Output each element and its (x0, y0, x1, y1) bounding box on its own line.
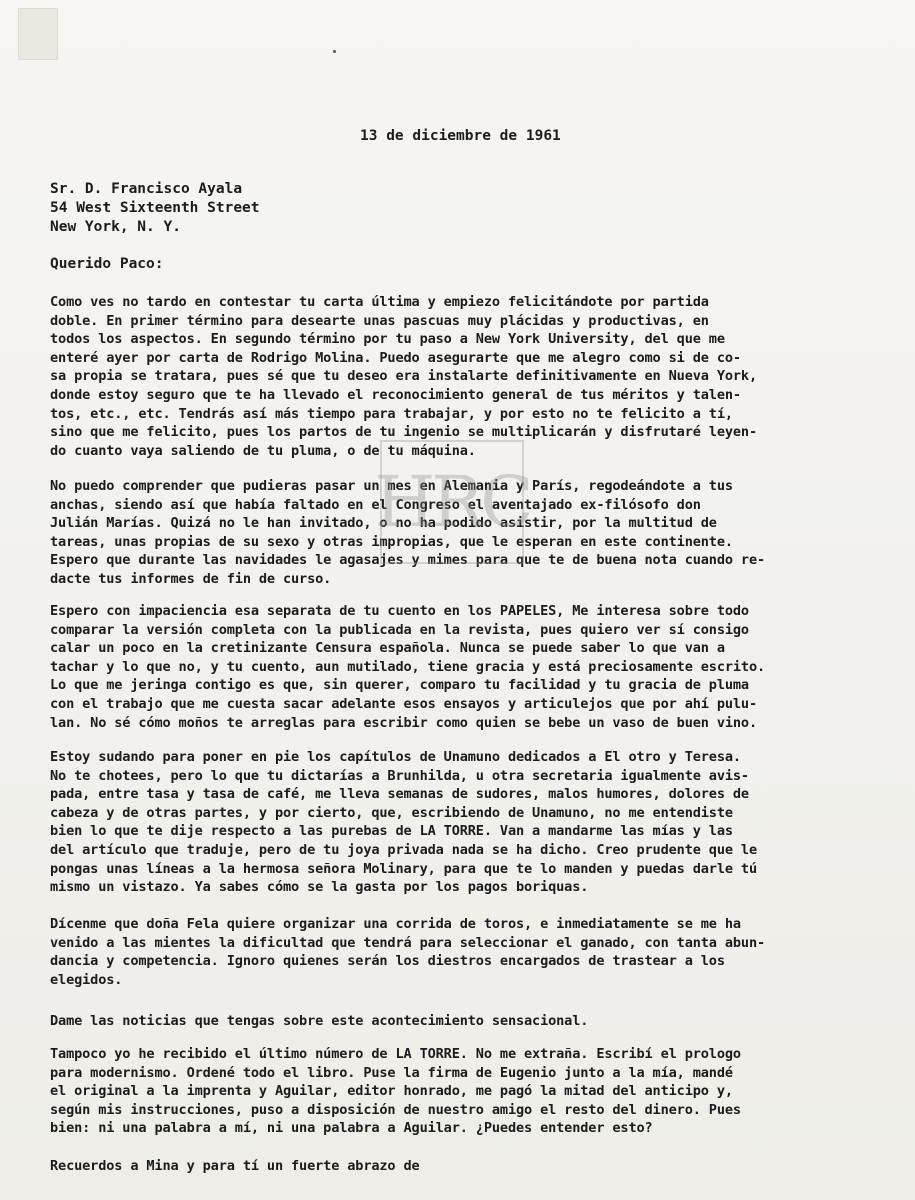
text-line: dacte tus informes de fin de curso. (50, 570, 332, 587)
paragraph-4 (50, 748, 870, 897)
text-line: comparar la versión completa con la publicada en la revista, pues quiero ver sí consigo (50, 621, 749, 638)
text-line: donde estoy seguro que te ha llevado el reconocimiento general de tus méritos y talen- (50, 386, 741, 403)
text-line: Tampoco yo he recibido el último número de LA TORRE. No me extraña. Escribí el prologo (50, 1046, 741, 1062)
text-line: todos los aspectos. En segundo término por tu paso a New York University, del que me (50, 331, 725, 348)
closing (50, 1157, 870, 1176)
text-line: lan. No sé cómo moños te arreglas para escribir como quien se bebe un vaso de buen vino. (50, 714, 758, 731)
text-line: bien lo que te dije respecto a las purebas de LA TORRE. Van a mandarme las mías y las (50, 823, 733, 840)
text-line: sino que me felicito, pues los partos de tu ingenio se multiplicarán y disfrutaré leyen- (50, 424, 758, 441)
text-line: anchas, siendo así que había faltado en el Congreso el aventajado ex-filósofo don (50, 496, 701, 513)
text-line: cabeza y de otras partes, y por cierto, que, escribiendo de Unamuno, no me entendiste (50, 804, 733, 821)
tape-mark (18, 8, 58, 60)
text-line: tachar y lo que no, y tu cuento, aun mutilado, tiene gracia y está preciosamente escrito. (50, 658, 766, 675)
text-line: tareas, unas propias de su sexo y otras impropias, que le esperan en este continente. (50, 533, 733, 550)
text-line: el original a la imprenta y Aguilar, editor honrado, me pagó la mitad del anticipo y, (50, 1083, 733, 1100)
text-line: Estoy sudando para poner en pie los capítulos de Unamuno dedicados a El otro y Teresa. (50, 749, 741, 765)
text-line: tos, etc., etc. Tendrás así más tiempo para trabajar, y por esto no te felicito a tí, (50, 405, 733, 422)
text-line: Espero que durante las navidades le agasajes y mimes para que te de buena nota cuando re- (50, 552, 766, 569)
text-line: elegidos. (50, 971, 123, 988)
recipient-address (50, 180, 260, 237)
text-line: Recuerdos a Mina y para tí un fuerte abrazo de (50, 1158, 420, 1174)
text-line: dancia y competencia. Ignoro quienes serán los diestros encargados de trastear a los (50, 953, 725, 970)
text-line: No te chotees, pero lo que tu dictarías a Brunhilda, u otra secretaria igualmente avis- (50, 767, 749, 784)
letter-date: 13 de diciembre de 1961 (360, 128, 561, 144)
text-line: enteré ayer por carta de Rodrigo Molina. Puedo asegurarte que me alegro como si de co- (50, 349, 741, 366)
address-line: Sr. D. Francisco Ayala (50, 181, 243, 197)
hrc-watermark: HRC (380, 440, 524, 564)
address-line: 54 West Sixteenth Street (50, 200, 260, 216)
text-line: pongas unas líneas a la hermosa señora Molinary, para que te lo manden y puedas darle tú (50, 860, 758, 877)
text-line: bien: ni una palabra a mí, ni una palabra a Aguilar. ¿Puedes entender esto? (50, 1120, 653, 1137)
text-line: según mis instrucciones, puso a disposición de nuestro amigo el resto del dinero. Pues (50, 1101, 741, 1118)
text-line: calar un poco en la cretinizante Censura española. Nunca se puede saber lo que van a (50, 640, 725, 657)
text-line: do cuanto vaya saliendo de tu pluma, o de tu máquina. (50, 442, 476, 459)
ink-dot (333, 50, 336, 53)
text-line: Dícenme que doña Fela quiere organizar una corrida de toros, e inmediatamente se me ha (50, 916, 741, 932)
text-line: pada, entre tasa y tasa de café, me lleva semanas de sudores, malos humores, dolores de (50, 786, 749, 803)
paragraph-1 (50, 293, 870, 460)
salutation: Querido Paco: (50, 256, 164, 272)
text-line: Dame las noticias que tengas sobre este acontecimiento sensacional. (50, 1013, 589, 1029)
paragraph-5 (50, 915, 870, 989)
text-line: No puedo comprender que pudieras pasar un mes en Alemania y París, regodeándote a tus (50, 478, 733, 494)
text-line: para modernismo. Ordené todo el libro. Puse la firma de Eugenio junto a la mía, mandé (50, 1064, 733, 1081)
text-line: venido a las mientes la dificultad que tendrá para seleccionar el ganado, con tanta abun- (50, 934, 766, 951)
text-line: Lo que me jeringa contigo es que, sin querer, comparo tu facilidad y tu gracia de pluma (50, 677, 749, 694)
text-line: con el trabajo que me cuesta sacar adelante esos ensayos y articulejos que por ahí pulu- (50, 695, 758, 712)
text-line: Julián Marías. Quizá no le han invitado, o no ha podido asistir, por la multitud de (50, 515, 717, 532)
text-line: del artículo que traduje, pero de tu joya privada nada se ha dicho. Creo prudente que le (50, 841, 758, 858)
address-line: New York, N. Y. (50, 219, 181, 235)
paragraph-3 (50, 602, 870, 732)
text-line: Espero con impaciencia esa separata de tu cuento en los PAPELES, Me interesa sobre todo (50, 603, 749, 619)
text-line: sa propia se tratara, pues sé que tu deseo era instalarte definitivamente en Nueva York, (50, 368, 758, 385)
text-line: doble. En primer término para desearte unas pascuas muy plácidas y productivas, en (50, 312, 709, 329)
paragraph-7 (50, 1045, 870, 1138)
text-line: mismo un vistazo. Ya sabes cómo se la gasta por los pagos boriquas. (50, 879, 589, 896)
paragraph-6 (50, 1012, 870, 1031)
text-line: Como ves no tardo en contestar tu carta última y empiezo felicitándote por partida (50, 294, 709, 310)
